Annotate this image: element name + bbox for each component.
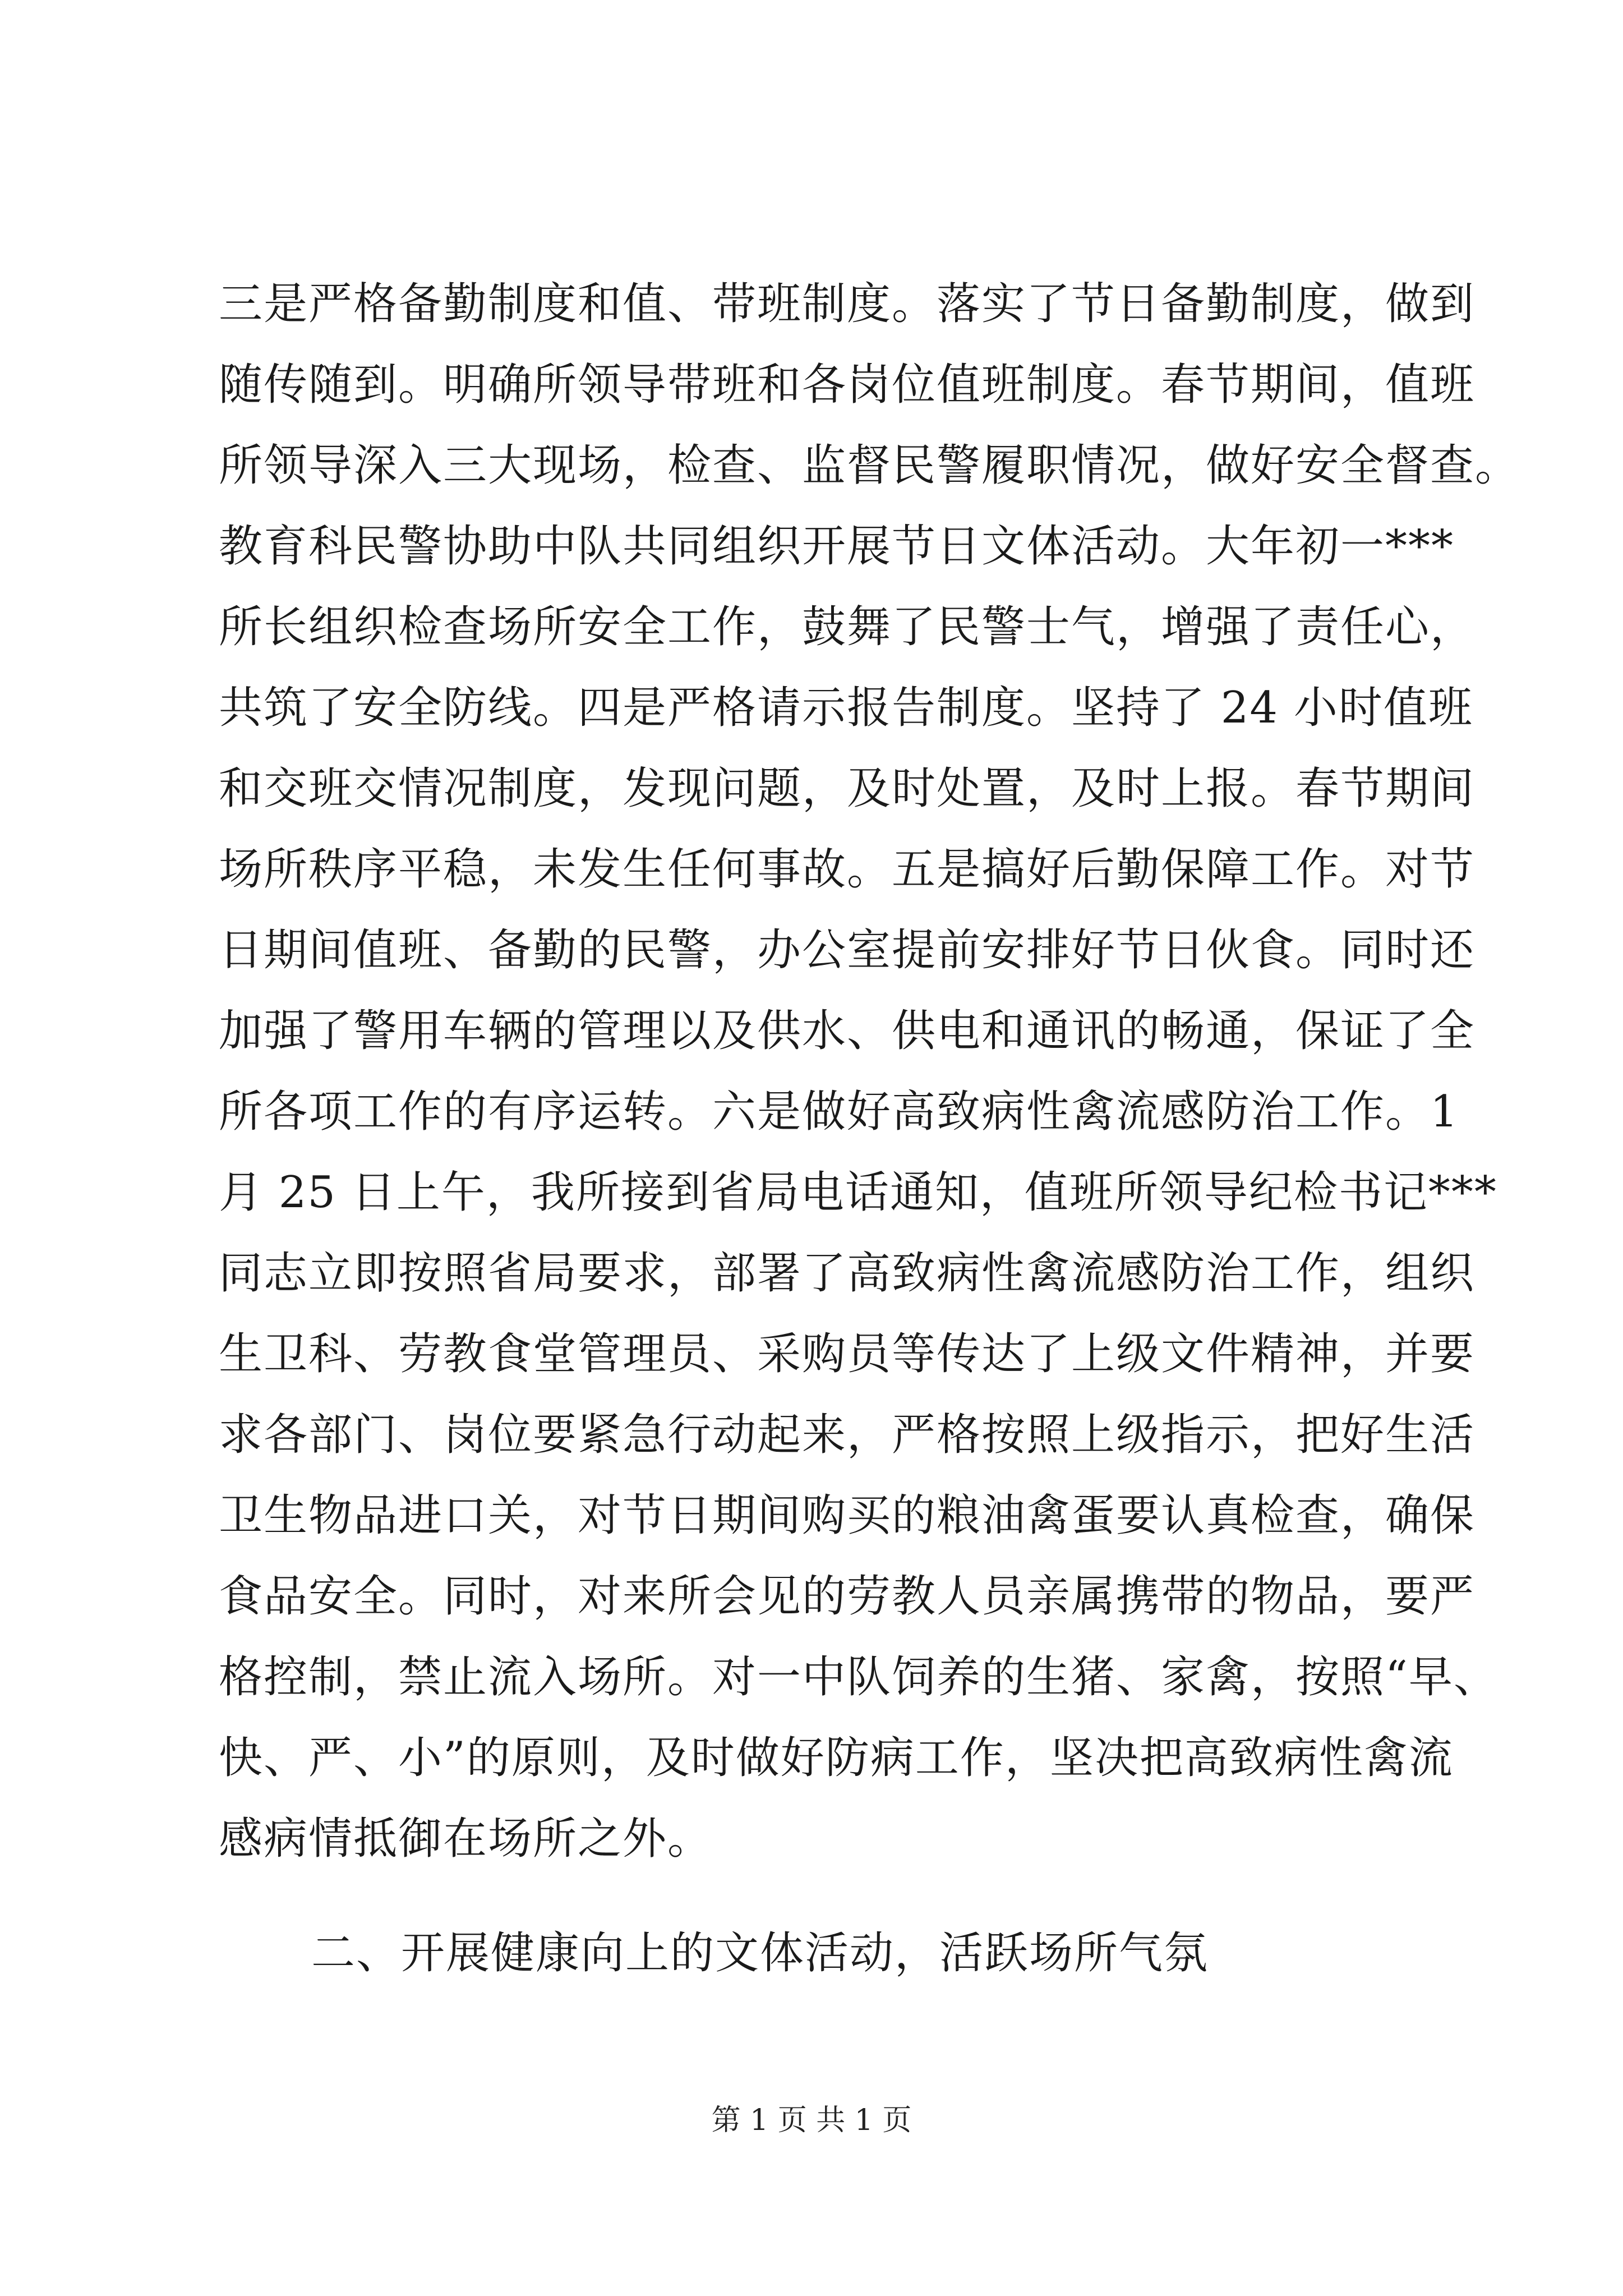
paragraph-line: 快、严、小”的原则，及时做好防病工作，坚决把高致病性禽流 [219,1733,1454,1783]
paragraph-line: 随传随到。明确所领导带班和各岗位值班制度。春节期间，值班 [219,360,1476,410]
body-paragraph [219,264,1520,1879]
paragraph-line: 食品安全。同时，对来所会见的劳教人员亲属携带的物品，要严 [219,1571,1476,1622]
paragraph-line: 日期间值班、备勤的民警，办公室提前安排好节日伙食。同时还 [219,925,1476,976]
paragraph-line: 月 25 日上午，我所接到省局电话通知，值班所领导纪检书记*** [219,1167,1497,1218]
paragraph-line: 三是严格备勤制度和值、带班制度。落实了节日备勤制度，做到 [219,279,1476,329]
paragraph-line: 所领导深入三大现场，检查、监督民警履职情况，做好安全督查。 [219,440,1520,491]
page-footer: 第 1 页 共 1 页 [711,2104,912,2137]
paragraph-line: 求各部门、岗位要紧急行动起来，严格按照上级指示，把好生活 [219,1410,1476,1460]
paragraph-line: 教育科民警协助中队共同组织开展节日文体活动。大年初一*** [219,521,1455,572]
paragraph-line: 所长组织检查场所安全工作，鼓舞了民警士气，增强了责任心， [219,602,1476,652]
paragraph-line: 加强了警用车辆的管理以及供水、供电和通讯的畅通，保证了全 [219,1006,1476,1056]
paragraph-line: 共筑了安全防线。四是严格请示报告制度。坚持了 24 小时值班 [219,683,1473,733]
paragraph-line: 卫生物品进口关，对节日期间购买的粮油禽蛋要认真检查，确保 [219,1490,1476,1541]
paragraph-line: 同志立即按照省局要求，部署了高致病性禽流感防治工作，组织 [219,1248,1476,1299]
paragraph-line: 和交班交情况制度，发现问题，及时处置，及时上报。春节期间 [219,763,1476,814]
paragraph-line: 场所秩序平稳，未发生任何事故。五是搞好后勤保障工作。对节 [219,844,1476,895]
paragraph-line: 生卫科、劳教食堂管理员、采购员等传达了上级文件精神，并要 [219,1329,1476,1379]
section-heading: 二、开展健康向上的文体活动，活跃场所气氛 [311,1928,1209,1978]
paragraph-line: 格控制，禁止流入场所。对一中队饲养的生猪、家禽，按照“早、 [219,1652,1498,1703]
paragraph-line: 所各项工作的有序运转。六是做好高致病性禽流感防治工作。1 [219,1087,1459,1137]
paragraph-line: 感病情抵御在场所之外。 [219,1814,713,1864]
